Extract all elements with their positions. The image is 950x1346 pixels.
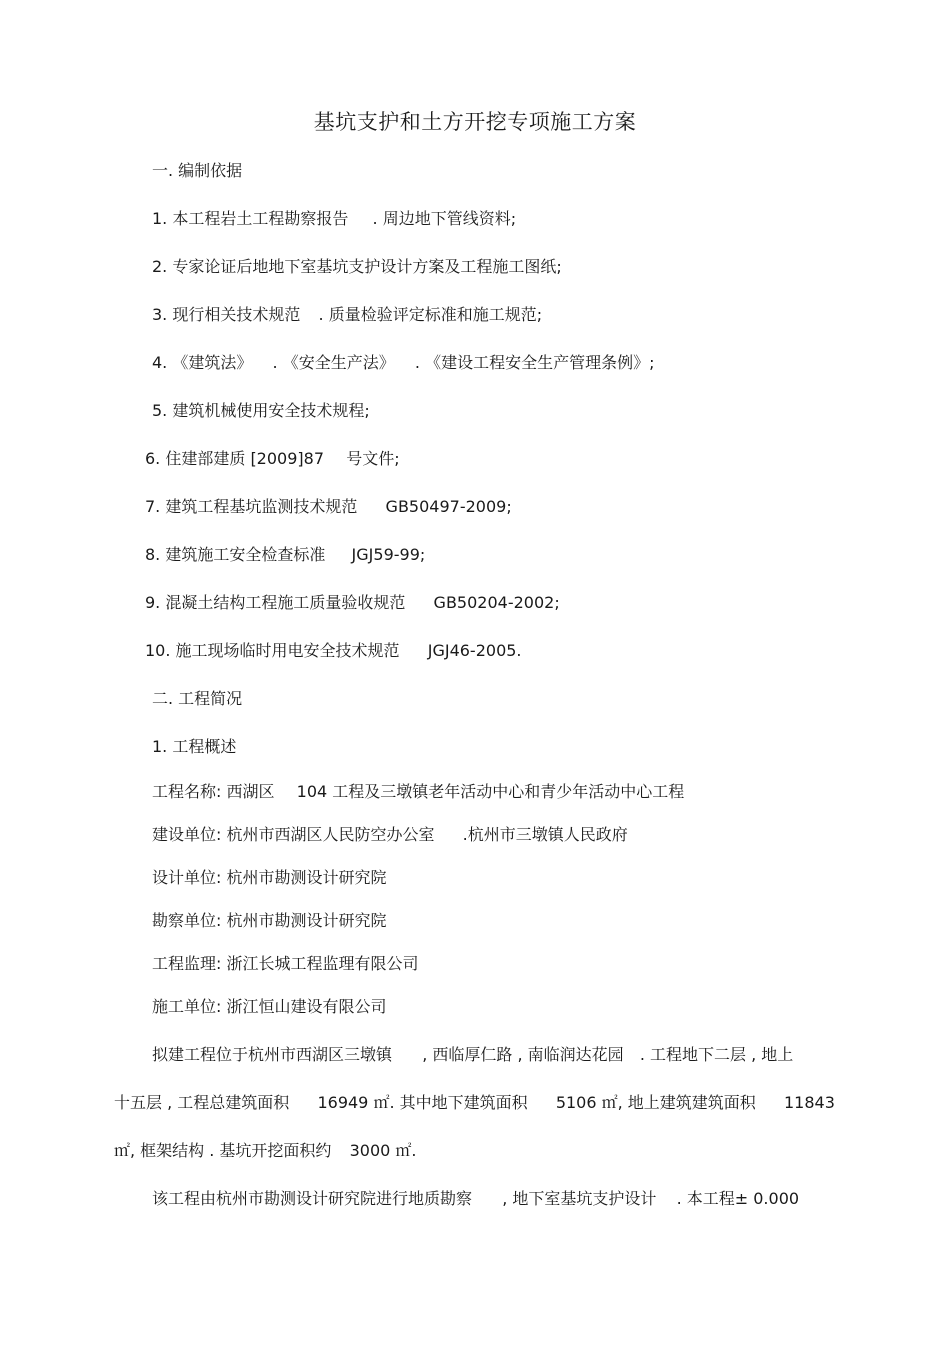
paragraph-text: . 本工程± 0.000	[676, 1189, 800, 1208]
paragraph-line	[152, 1188, 799, 1210]
list-item-text: GB50204-2002;	[433, 593, 560, 612]
info-field-text: 勘察单位: 杭州市勘测设计研究院	[152, 911, 387, 930]
subsection-heading: 1. 工程概述	[152, 737, 237, 756]
paragraph-text: ㎡, 框架结构 . 基坑开挖面积约	[114, 1141, 332, 1160]
list-item-text: GB50497-2009;	[385, 497, 512, 516]
paragraph-line	[114, 1092, 835, 1114]
list-item-text: JGJ59-99;	[351, 545, 426, 564]
paragraph-text: , 西临厚仁路 , 南临润达花园	[422, 1045, 624, 1064]
info-field-text: .杭州市三墩镇人民政府	[462, 825, 628, 844]
info-field	[152, 910, 386, 932]
info-field-text: 建设单位: 杭州市西湖区人民防空办公室	[152, 825, 435, 844]
list-item	[145, 592, 560, 614]
paragraph-text: . 工程地下二层 , 地上	[639, 1045, 794, 1064]
list-item	[152, 208, 516, 230]
info-field	[152, 824, 628, 846]
info-field-text: 工程名称: 西湖区	[152, 782, 275, 801]
list-item	[152, 400, 370, 422]
info-field	[152, 781, 684, 803]
paragraph-text: 十五层 , 工程总建筑面积	[114, 1093, 290, 1112]
list-item-text: . 质量检验评定标准和施工规范;	[318, 305, 543, 324]
list-item-text: 10. 施工现场临时用电安全技术规范	[145, 641, 400, 660]
list-item	[152, 352, 655, 374]
list-item-text: 9. 混凝土结构工程施工质量验收规范	[145, 593, 406, 612]
info-field-text: 施工单位: 浙江恒山建设有限公司	[152, 997, 387, 1016]
info-field	[152, 996, 386, 1018]
list-item	[152, 256, 562, 278]
list-item	[145, 640, 522, 662]
list-item-text: 6. 住建部建质 [2009]87	[145, 449, 325, 468]
list-item-text: 3. 现行相关技术规范	[152, 305, 301, 324]
section-heading-overview: 二. 工程简况	[152, 689, 243, 708]
list-item	[145, 496, 512, 518]
list-item-text: 4. 《建筑法》	[152, 353, 253, 372]
list-item-text: 7. 建筑工程基坑监测技术规范	[145, 497, 358, 516]
info-field-text: 工程监理: 浙江长城工程监理有限公司	[152, 954, 419, 973]
list-item	[145, 448, 400, 470]
document-title: 基坑支护和土方开挖专项施工方案	[313, 110, 637, 134]
list-item-text: 2. 专家论证后地地下室基坑支护设计方案及工程施工图纸;	[152, 257, 562, 276]
list-item-text: 号文件;	[346, 449, 400, 468]
list-item-text: JGJ46-2005.	[427, 641, 522, 660]
list-item-text: . 《建设工程安全生产管理条例》;	[414, 353, 655, 372]
paragraph-text: 5106 ㎡, 地上建筑建筑面积	[555, 1093, 756, 1112]
list-item-text: 5. 建筑机械使用安全技术规程;	[152, 401, 370, 420]
paragraph-line	[114, 1140, 417, 1162]
paragraph-text: 拟建工程位于杭州市西湖区三墩镇	[152, 1045, 393, 1064]
paragraph-text: 11843	[783, 1093, 835, 1112]
list-item-text: . 《安全生产法》	[272, 353, 395, 372]
section-heading-basis: 一. 编制依据	[152, 161, 243, 180]
info-field-text: 104 工程及三墩镇老年活动中心和青少年活动中心工程	[296, 782, 685, 801]
paragraph-text: 该工程由杭州市勘测设计研究院进行地质勘察	[152, 1189, 473, 1208]
list-item-text: 1. 本工程岩土工程勘察报告	[152, 209, 349, 228]
paragraph-text: 3000 ㎡.	[349, 1141, 417, 1160]
info-field	[152, 867, 386, 889]
paragraph-text: 16949 ㎡. 其中地下建筑面积	[317, 1093, 528, 1112]
info-field-text: 设计单位: 杭州市勘测设计研究院	[152, 868, 387, 887]
list-item	[152, 304, 542, 326]
list-item-text: 8. 建筑施工安全检查标准	[145, 545, 326, 564]
info-field	[152, 953, 418, 975]
paragraph-text: , 地下室基坑支护设计	[502, 1189, 657, 1208]
list-item	[145, 544, 425, 566]
list-item-text: . 周边地下管线资料;	[372, 209, 517, 228]
paragraph-line	[152, 1044, 793, 1066]
